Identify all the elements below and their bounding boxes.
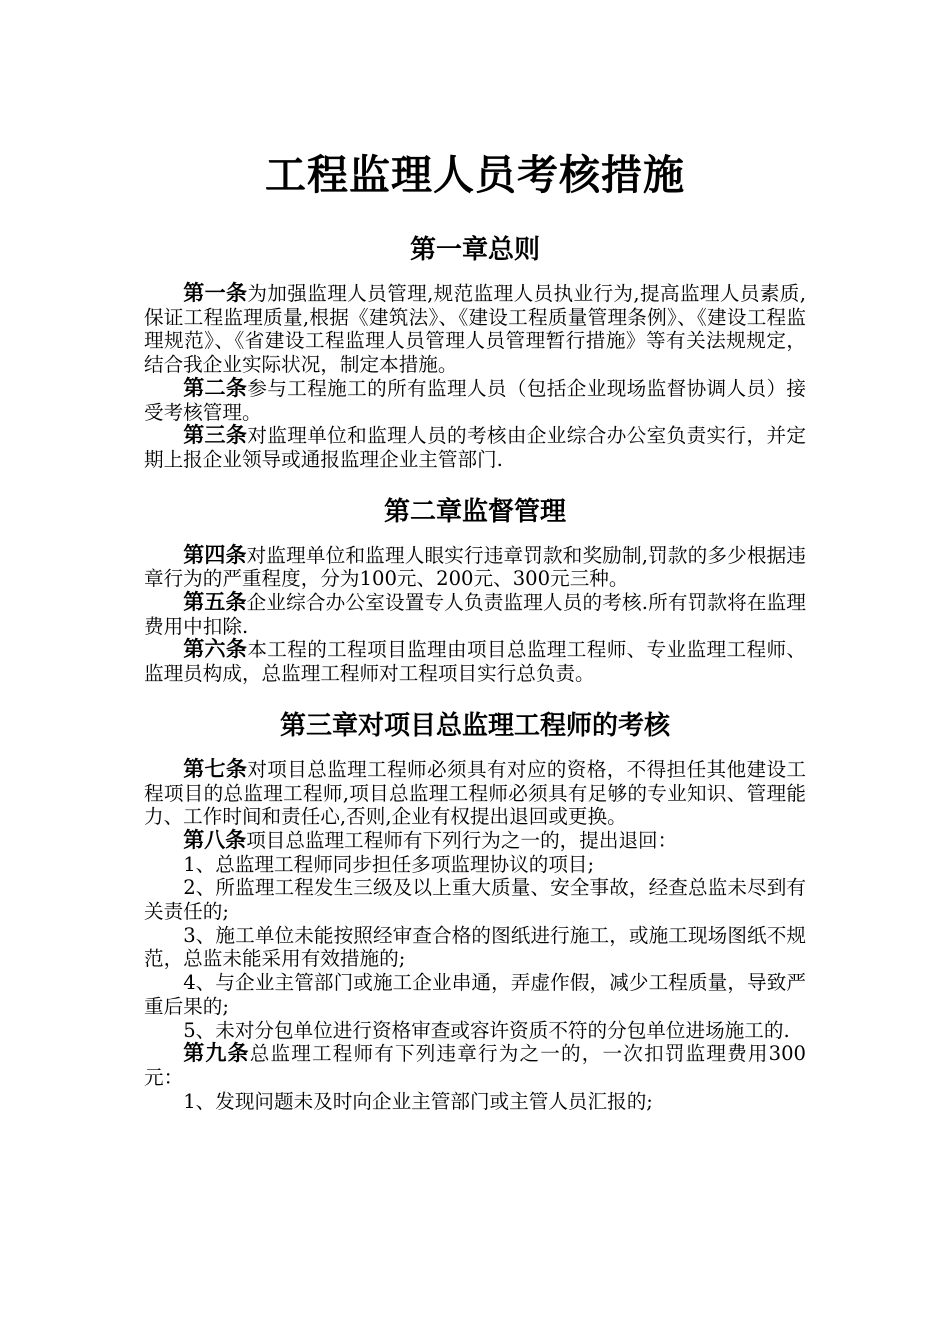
- article-text: 参与工程施工的所有监理人员（包括企业现场监督协调人员）接受考核管理。: [144, 376, 807, 424]
- article-text: 项目总监理工程师有下列行为之一的，提出退回：: [246, 828, 678, 852]
- list-item: [144, 876, 806, 923]
- article-text: 对项目总监理工程师必须具有对应的资格，不得担任其他建设工程项目的总监理工程师,项目总监理工程师必须具有足够的专业知识、管理能力、工作时间和责任心,否则,企业有权提出退回或更换。: [144, 757, 807, 829]
- list-item-text: 5、未对分包单位进行资格审查或容许资质不符的分包单位进场施工的.: [183, 1018, 790, 1042]
- article-label: 第四条: [183, 542, 247, 567]
- article-text: 总监理工程师有下列违章行为之一的，一次扣罚监理费用300元：: [144, 1042, 807, 1089]
- article-paragraph: [144, 544, 806, 591]
- article-text: 企业综合办公室设置专人负责监理人员的考核.所有罚款将在监理费用中扣除.: [144, 591, 806, 638]
- chapter-heading: 第二章监督管理: [383, 496, 566, 527]
- document-title: 工程监理人员考核措施: [265, 151, 685, 199]
- list-item: [144, 1090, 806, 1114]
- article-label: 第三条: [183, 423, 248, 448]
- chapter-heading: 第三章对项目总监理工程师的考核: [279, 710, 670, 741]
- article-label: 第七条: [183, 756, 248, 781]
- article-paragraph: [144, 1042, 806, 1089]
- article-label: 第一条: [183, 281, 248, 305]
- chapter-heading: 第一章总则: [409, 235, 540, 265]
- document-body: [144, 148, 806, 1113]
- article-label: 第九条: [183, 1041, 250, 1066]
- list-item: [144, 853, 806, 877]
- list-item-text: 2、所监理工程发生三级及以上重大质量、安全事故，经查总监未尽到有关责任的;: [144, 876, 806, 924]
- article-paragraph: [144, 377, 806, 424]
- list-item-text: 3、施工单位未能按照经审查合格的图纸进行施工，或施工现场图纸不规范，总监未能采用有效措施的;: [144, 923, 806, 971]
- article-text: 对监理单位和监理人员的考核由企业综合办公室负责实行，并定期上报企业领导或通报监理企业主管部门.: [144, 424, 807, 471]
- article-label: 第六条: [183, 637, 248, 662]
- list-item-text: 4、与企业主管部门或施工企业串通，弄虚作假，减少工程质量，导致严重后果的;: [144, 971, 806, 1018]
- article-text: 本工程的工程项目监理由项目总监理工程师、专业监理工程师、监理员构成，总监理工程师对工程项目实行总负责。: [144, 638, 807, 686]
- article-text: 对监理单位和监理人眼实行违章罚款和奖励制,罚款的多少根据违章行为的严重程度，分为100元、200元、300元三种。: [144, 543, 806, 591]
- article-paragraph: [144, 424, 806, 471]
- article-paragraph: [144, 758, 806, 829]
- article-paragraph: [144, 282, 806, 377]
- list-item: [144, 971, 806, 1018]
- article-label: 第八条: [183, 827, 247, 852]
- list-item: [144, 1019, 806, 1043]
- list-item-text: 1、总监理工程师同步担任多项监理协议的项目;: [183, 852, 595, 876]
- article-label: 第五条: [183, 590, 247, 615]
- article-paragraph: [144, 829, 806, 853]
- article-paragraph: [144, 638, 806, 685]
- article-text: 为加强监理人员管理,规范监理人员执业行为,提高监理人员素质,保证工程监理质量,根据《建筑法》、《建设工程质量管理条例》、《建设工程监理规范》、《省建设工程监理人员管理人员管理暂行措施》等有关法规规定，结合我企业实际状况，制定本措施。: [144, 282, 807, 377]
- list-item-text: 1、发现问题未及时向企业主管部门或主管人员汇报的;: [183, 1089, 653, 1113]
- article-paragraph: [144, 591, 806, 638]
- list-item: [144, 924, 806, 971]
- article-label: 第二条: [183, 375, 248, 400]
